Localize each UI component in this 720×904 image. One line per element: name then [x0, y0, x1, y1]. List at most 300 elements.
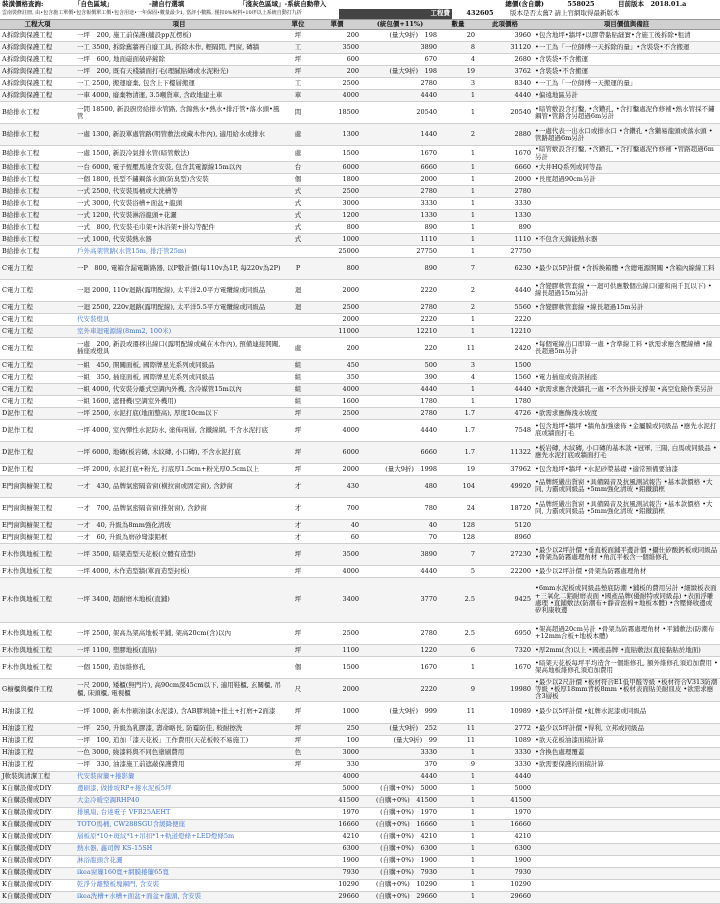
category-cell: B給排水工程 [0, 185, 75, 197]
package-price-cell: (自購+0%) 41500 [361, 795, 439, 807]
package-price-cell: 890 [361, 221, 439, 233]
price-cell: 6000 [313, 441, 361, 463]
unit-cell: 坪 [283, 543, 313, 565]
unit-cell: 組 [283, 383, 313, 395]
category-cell: K自購設備或DIY [0, 783, 75, 795]
unit-cell: 才 [283, 519, 313, 531]
category-cell: D泥作工程 [0, 463, 75, 475]
package-price-cell: (自購+0%) 4210 [361, 831, 439, 843]
package-price-cell: 2780 [361, 78, 439, 90]
item-cell: 一才 40, 升級為8mm強化清玻 [75, 519, 283, 531]
category-cell: B給排水工程 [0, 221, 75, 233]
table-row [0, 656, 720, 678]
price-cell: 2000 [313, 313, 361, 325]
item-cell: 一迴 2000, 110v迴路(露明配線), 太平洋2.0平方電纜線或同級品 [75, 279, 283, 301]
package-price-cell: (自購+0%) 1900 [361, 855, 439, 867]
col-category: 工程大項 [24, 19, 51, 28]
price-cell: 5000 [313, 783, 361, 795]
item-cell: 一坪 6000, 地磚(板岩磚, 木紋磚, 小口磚), 不含水泥打底 [75, 441, 283, 463]
qty-cell: 19 [439, 463, 477, 475]
category-cell: C電力工程 [0, 383, 75, 395]
price-cell: 2500 [313, 301, 361, 313]
unit-cell [283, 831, 313, 843]
package-price-cell: 1780 [361, 395, 439, 407]
item-cell: 一坪 2000, 水泥打底+粉光, 打底厚1.5cm+粉光厚0.5cm以上 [75, 463, 283, 475]
note-cell: •含變膠軟管套線 •線長超過15m另計 [533, 301, 720, 313]
col-qty: 數量 [451, 19, 465, 28]
total-cell: 4440 [477, 771, 533, 783]
table-row [0, 102, 720, 124]
item-cell: 室外車迴電源線(8mm2, 100米) [75, 325, 283, 337]
package-price-cell: 1670 [361, 146, 439, 162]
total-cell: 10989 [477, 701, 533, 723]
unit-cell: 坪 [283, 735, 313, 747]
item-cell: 一台 6000, 電子恆壓馬達含安裝, 包含其電源線15m以內 [75, 161, 283, 173]
note-cell: •包含地坪•牆坪 •牆角加強塗佈 •金屬膜或同級品 •應先水泥打底或牆面打毛 [533, 419, 720, 441]
note-cell: •欲需求應飾洩水坡度 [533, 407, 720, 419]
unit-cell: 坪 [283, 759, 313, 771]
total-cell: 11322 [477, 441, 533, 463]
price-cell: 1970 [313, 807, 361, 819]
unit-cell: 間 [283, 102, 313, 124]
item-cell: 一才 60, 升級為磨砂彎漆鋁框 [75, 531, 283, 543]
package-price-cell: 3330 [361, 197, 439, 209]
unit-cell: 組 [283, 395, 313, 407]
unit-cell [283, 855, 313, 867]
package-price-cell: (自購+0%) 29660 [361, 891, 439, 903]
item-cell: 一式 1000, 代安裝熱水器 [75, 233, 283, 245]
unit-cell: 式 [283, 197, 313, 209]
total-cell: 3330 [477, 197, 533, 209]
table-row [0, 124, 720, 146]
category-cell: C電力工程 [0, 325, 75, 337]
unit-cell [283, 879, 313, 891]
unit-cell: 坪 [283, 622, 313, 644]
price-cell: 2500 [313, 407, 361, 419]
qty-cell: 1 [439, 245, 477, 257]
category-cell: C電力工程 [0, 359, 75, 371]
item-cell: 一迴 2500, 220v迴路(露明配線), 太平洋5.5平方電纜線或同級品 [75, 301, 283, 313]
total-cell: 22200 [477, 565, 533, 577]
package-price-cell: 670 [361, 54, 439, 66]
qty-cell: 9 [439, 678, 477, 701]
package-price-cell: 780 [361, 497, 439, 519]
qty-cell: 7 [439, 543, 477, 565]
unit-cell [283, 891, 313, 903]
qty-cell: 3 [439, 78, 477, 90]
category-cell: A拆除與保護工程 [0, 54, 75, 66]
table-row [0, 891, 720, 903]
unit-cell: 台 [283, 161, 313, 173]
unit-cell: 坪 [283, 419, 313, 441]
table-row [0, 644, 720, 656]
note-cell: •最少以2坪計價 •骨架為防霧處理角材 [533, 565, 720, 577]
table-row [0, 54, 720, 66]
table-row [0, 146, 720, 162]
category-cell: F木作與地板工程 [0, 577, 75, 622]
package-price-cell: 1440 [361, 124, 439, 146]
qty-cell: 7 [439, 257, 477, 279]
note-cell [533, 783, 720, 795]
category-cell: K自購設備或DIY [0, 843, 75, 855]
price-cell: 41500 [313, 795, 361, 807]
price-cell: 350 [313, 371, 361, 383]
unit-cell: 色 [283, 747, 313, 759]
price-cell: 3500 [313, 543, 361, 565]
qty-cell: 1 [439, 891, 477, 903]
total-cell: 1780 [477, 395, 533, 407]
category-cell: B給排水工程 [0, 233, 75, 245]
col-total: 此項價格 [492, 19, 518, 28]
price-cell: 1000 [313, 701, 361, 723]
package-price-cell: 390 [361, 371, 439, 383]
category-cell: A拆除與保護工程 [0, 30, 75, 42]
table-row [0, 66, 720, 78]
qty-cell: 1 [439, 656, 477, 678]
unit-cell [283, 795, 313, 807]
price-cell: 4000 [313, 90, 361, 102]
unit-cell [283, 843, 313, 855]
qty-cell: 1 [439, 795, 477, 807]
qty-cell: 1 [439, 325, 477, 337]
price-cell: 1600 [313, 395, 361, 407]
table-row [0, 42, 720, 54]
col-item: 項目 [172, 19, 186, 28]
category-cell: F木作與地板工程 [0, 622, 75, 644]
item-cell: 一處 1300, 新設單處管路(明管敷法或藏木作內), 適用給水或排水 [75, 124, 283, 146]
package-price-cell: 1110 [361, 233, 439, 245]
qty-cell: 6 [439, 644, 477, 656]
category-cell: F木作與地板工程 [0, 565, 75, 577]
item-cell: 一色 3000, 繞漆料與不同色塗刷費用 [75, 747, 283, 759]
usage-note: 雲南裝修註冊, 由•包含施工單價•包含報價單工價•包含用途•一年保固•數量最少1, 當評小數點, 僅扣0%稅料•10坪以上系統自動打九折 [2, 10, 302, 17]
category-cell: K自購設備或DIY [0, 867, 75, 879]
table-row [0, 819, 720, 831]
package-price-cell: 12210 [361, 325, 439, 337]
item-cell: 一坪 3400, 超耐磨木地板(直鋪) [75, 577, 283, 622]
qty-cell: 104 [439, 475, 477, 497]
note-cell: •品牌經嚴出貨窗 •具備隔音及抗風測試報告 •基本款價格 •大同, 力霸或同級品 •5mm強化清玻 •鋁鐵鎖框 [533, 475, 720, 497]
item-cell: 一組 350, 插座面板, 國際牌星光系列或同級品 [75, 371, 283, 383]
item-cell: 一組 450, 開關面板, 國際牌星光系列或同級品 [75, 359, 283, 371]
item-cell: 一個 1500, 造加維修孔 [75, 656, 283, 678]
note-cell [533, 313, 720, 325]
note-cell: •一工為「一位師傅一天搬運的量」 [533, 78, 720, 90]
white-area-label: 「自色區域」 [74, 0, 113, 8]
package-price-cell: (自購+0%) 10290 [361, 879, 439, 891]
table-row [0, 678, 720, 701]
table-row [0, 519, 720, 531]
qty-cell: 1 [439, 161, 477, 173]
total-cell: 20540 [477, 102, 533, 124]
table-row [0, 407, 720, 419]
note-cell [533, 795, 720, 807]
package-price-cell: 4440 [361, 565, 439, 577]
note-cell: •包含地坪•牆坪 •水泥砂漿基礎 •適常預備要油漆 [533, 463, 720, 475]
unit-cell: 坪 [283, 577, 313, 622]
package-price-cell: 2780 [361, 301, 439, 313]
table-row [0, 359, 720, 371]
unit-cell: 坪 [283, 54, 313, 66]
note-cell: •暗架天花板每坪平均造含一個維修孔, 額外維修孔須追加費用 •架高地板維修孔須追加費用 [533, 656, 720, 678]
category-cell: C電力工程 [0, 313, 75, 325]
category-cell: B給排水工程 [0, 197, 75, 209]
unit-cell: 才 [283, 475, 313, 497]
total-cell: 6950 [477, 622, 533, 644]
item-cell: 一才 430, 品牌氣密隔音窗(橫拉窗或固定窗), 含鈔窗 [75, 475, 283, 497]
total-cell: 1670 [477, 146, 533, 162]
total-cell: 41500 [477, 795, 533, 807]
category-cell: C電力工程 [0, 371, 75, 383]
unit-cell [283, 819, 313, 831]
total-cell: 2420 [477, 337, 533, 359]
price-cell: 100 [313, 735, 361, 747]
table-row [0, 209, 720, 221]
price-cell: 2500 [313, 185, 361, 197]
package-price-cell: 1670 [361, 656, 439, 678]
note-cell: •暗管敷設含打鑿, •含鑽孔, •含打鑿處泥作修補 •管路超過6m另計 [533, 146, 720, 162]
total-cell: 1330 [477, 209, 533, 221]
price-cell: 200 [313, 337, 361, 359]
price-cell: 1500 [313, 656, 361, 678]
note-cell [533, 891, 720, 903]
table-row [0, 879, 720, 891]
package-price-cell: 1220 [361, 644, 439, 656]
price-cell: 3400 [313, 577, 361, 622]
unit-cell: 車 [283, 90, 313, 102]
category-cell: C電力工程 [0, 395, 75, 407]
unit-cell: 工 [283, 42, 313, 54]
unit-cell [283, 867, 313, 879]
category-cell: H油漆工程 [0, 735, 75, 747]
unit-cell: 坪 [283, 463, 313, 475]
unit-cell: 式 [283, 185, 313, 197]
unit-cell [283, 325, 313, 337]
price-cell: 450 [313, 359, 361, 371]
qty-cell: 128 [439, 531, 477, 543]
sub-bar [0, 9, 720, 18]
price-cell: 16660 [313, 819, 361, 831]
total-cell: 2772 [477, 723, 533, 735]
qty-cell: 5 [439, 565, 477, 577]
qty-cell: 1 [439, 383, 477, 395]
total-cell: 2000 [477, 173, 533, 185]
category-cell: A拆除與保護工程 [0, 78, 75, 90]
total-cell: 31120 [477, 42, 533, 54]
package-price-cell: (自購+0%) 6300 [361, 843, 439, 855]
total-cell: 1110 [477, 233, 533, 245]
total-cell: 7320 [477, 644, 533, 656]
category-cell: E門窗與櫥架工程 [0, 475, 75, 497]
qty-cell: 20 [439, 30, 477, 42]
price-cell: 7930 [313, 867, 361, 879]
note-cell [533, 519, 720, 531]
sheet-title: 裝潢價格查詢: [2, 0, 44, 8]
category-cell: B給排水工程 [0, 102, 75, 124]
category-cell: H油漆工程 [0, 759, 75, 771]
package-price-cell: 2220 [361, 678, 439, 701]
category-cell: B給排水工程 [0, 245, 75, 257]
qty-cell: 24 [439, 497, 477, 519]
white-area-desc: -請自行選填 [149, 0, 185, 8]
note-cell [533, 185, 720, 197]
total-cell: 4726 [477, 407, 533, 419]
note-cell [533, 245, 720, 257]
item-cell: 一組 1600, 遮冊機(空調室外機用) [75, 395, 283, 407]
table-row [0, 233, 720, 245]
price-cell: 60 [313, 531, 361, 543]
note-cell: •偏遠地區另計 [533, 90, 720, 102]
price-cell: 11000 [313, 325, 361, 337]
item-cell: 一處 1500, 新設冷氣排水管(暗管敷法) [75, 146, 283, 162]
package-price-cell: 2220 [361, 313, 439, 325]
price-cell: 4210 [313, 831, 361, 843]
package-price-cell: 890 [361, 257, 439, 279]
package-price-cell: 20540 [361, 102, 439, 124]
qty-cell: 1 [439, 867, 477, 879]
price-cell: 1100 [313, 644, 361, 656]
note-cell: •欲需要保護的面積計算 [533, 759, 720, 771]
note-cell: •不包含天錦能熱水器 [533, 233, 720, 245]
note-cell: •一工為「一位師傅一天拆除的量」•含裝袋•不含搬運 [533, 42, 720, 54]
total-cell: 2780 [477, 185, 533, 197]
table-row [0, 371, 720, 383]
package-price-cell: 6660 [361, 441, 439, 463]
item-cell: 層板原*10+斑紋*1+吊扣*1+軌道燈條+LED燈條5m [75, 831, 283, 843]
total-cell: 49920 [477, 475, 533, 497]
package-price-cell: 220 [361, 337, 439, 359]
table-row [0, 441, 720, 463]
item-cell: 一坪 1000, 新木作刷油漆(水泥漆), 含AB膠填縫+批土+打磨+2面漆 [75, 701, 283, 723]
note-cell: •欲天花板油漆面積計算 [533, 735, 720, 747]
price-cell: 2500 [313, 78, 361, 90]
qty-cell: 1 [439, 819, 477, 831]
total-cell: 12210 [477, 325, 533, 337]
qty-cell: 11 [439, 723, 477, 735]
note-cell: •包含地坪•牆坪•以膠帶黏貼縫實•含施工後拆除•租清 [533, 30, 720, 42]
col-unit: 單位 [291, 19, 305, 28]
item-cell: 一坪 250, 升級為乳膠漆, 壽命略長, 防霉防佳, 較耐擦洗 [75, 723, 283, 735]
unit-cell: 迴 [283, 301, 313, 313]
qty-cell: 1 [439, 90, 477, 102]
item-cell: 一坪 2500, 架高為架高地板平鋪, 架高20cm(含)以內 [75, 622, 283, 644]
category-cell: B給排水工程 [0, 173, 75, 185]
table-row [0, 759, 720, 771]
package-price-cell: 500 [361, 359, 439, 371]
category-cell: C電力工程 [0, 257, 75, 279]
item-cell: 一尺 2000, 矮櫃(無門片), 高90cm深45cm以下, 適用鞋櫃, 玄關櫃, 吊櫃, 床頭櫃, 電視櫃 [75, 678, 283, 701]
price-cell: 4000 [313, 419, 361, 441]
item-cell: 淋浴龍頭含花灑 [75, 855, 283, 867]
table-row [0, 419, 720, 441]
col-price: 單價 [330, 19, 344, 28]
table-row [0, 747, 720, 759]
category-cell: K自購設備或DIY [0, 879, 75, 891]
qty-cell: 1 [439, 843, 477, 855]
unit-cell: 尺 [283, 678, 313, 701]
table-row [0, 565, 720, 577]
category-cell: J軟裝與清潔工程 [0, 771, 75, 783]
unit-cell: 處 [283, 124, 313, 146]
table-row [0, 78, 720, 90]
category-cell: K自購設備或DIY [0, 795, 75, 807]
table-row [0, 723, 720, 735]
qty-cell: 1 [439, 209, 477, 221]
category-cell: K自購設備或DIY [0, 891, 75, 903]
package-price-cell: 4440 [361, 383, 439, 395]
package-price-cell: 3330 [361, 747, 439, 759]
note-cell [533, 197, 720, 209]
price-cell: 1200 [313, 209, 361, 221]
note-cell [533, 209, 720, 221]
unit-cell: 才 [283, 531, 313, 543]
total-cell: 27750 [477, 245, 533, 257]
unit-cell: 坪 [283, 30, 313, 42]
total-cell: 16660 [477, 819, 533, 831]
total-cell: 3330 [477, 759, 533, 771]
total-cell: 4440 [477, 279, 533, 301]
qty-cell: 8 [439, 42, 477, 54]
total-cell: 3960 [477, 30, 533, 42]
price-cell: 600 [313, 54, 361, 66]
item-cell: 一車 4000, 廢棄物清運, 3.5噸貨車, 含政地建土車 [75, 90, 283, 102]
table-row [0, 383, 720, 395]
item-cell: 一坪 200, 施工前保護(舖設pp瓦楞板) [75, 30, 283, 42]
item-cell: 一個 1800, 長型不鏽鋼落水頭(防臭型)含安裝 [75, 173, 283, 185]
category-cell: A拆除與保護工程 [0, 42, 75, 54]
qty-cell: 1 [439, 313, 477, 325]
table-row [0, 735, 720, 747]
item-cell: 一坪 100, 追加「漆天花板」工作費用(天花板較不易施工) [75, 735, 283, 747]
total-cell: 890 [477, 221, 533, 233]
item-cell: 一坪 4000, 木作造型牆(單面造型封板) [75, 565, 283, 577]
price-cell: 200 [313, 66, 361, 78]
category-cell: E門窗與櫥架工程 [0, 531, 75, 543]
note-cell [533, 819, 720, 831]
note-cell: •含裝袋•不含搬運 [533, 66, 720, 78]
qty-cell: 1.7 [439, 407, 477, 419]
price-cell: 2000 [313, 678, 361, 701]
package-price-cell: 370 [361, 759, 439, 771]
total-cell: 5000 [477, 783, 533, 795]
total-cell: 8340 [477, 78, 533, 90]
note-cell: •架高超過20cm另計 •骨架為防霧處理角材 •平鋪敷法(防潮布+12mm合板+地板本體) [533, 622, 720, 644]
category-cell: H油漆工程 [0, 701, 75, 723]
table-row [0, 771, 720, 783]
qty-cell: 2.5 [439, 577, 477, 622]
table-row [0, 543, 720, 565]
table-row [0, 185, 720, 197]
unit-cell: 坪 [283, 407, 313, 419]
price-cell: 4000 [313, 565, 361, 577]
qty-cell: 1.7 [439, 441, 477, 463]
price-table [0, 30, 720, 904]
package-price-cell: (量大9折) 198 [361, 30, 439, 42]
note-cell: •暗管敷設含打鑿, •含鑽孔, •含打鑿處泥作修補•熱水管採不鏽鋼管•管路含另超過6m另計 [533, 102, 720, 124]
qty-cell: 1 [439, 233, 477, 245]
total-cell: 27230 [477, 543, 533, 565]
table-row [0, 395, 720, 407]
unit-cell: 坪 [283, 441, 313, 463]
item-cell: 一式 1200, 代安裝淋浴龍頭+花灑 [75, 209, 283, 221]
unit-cell: 式 [283, 221, 313, 233]
total-cell: 7548 [477, 419, 533, 441]
price-cell: 800 [313, 221, 361, 233]
qty-cell: 1 [439, 102, 477, 124]
table-row [0, 325, 720, 337]
col-package: (統包價+11%) [376, 19, 424, 28]
price-cell: 25000 [313, 245, 361, 257]
